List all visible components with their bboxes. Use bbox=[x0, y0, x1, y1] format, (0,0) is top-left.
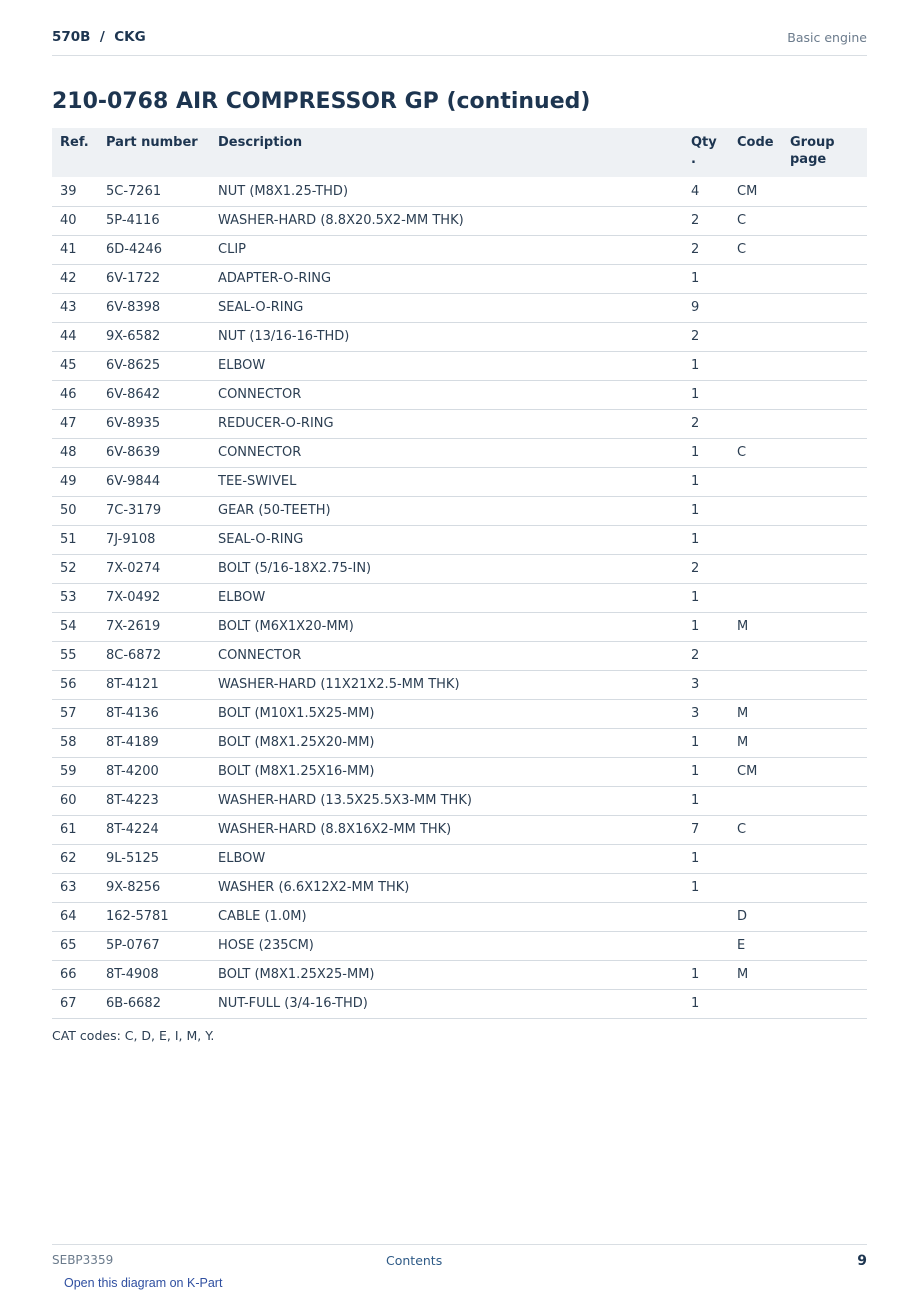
cell-part-number: 6V-8398 bbox=[106, 293, 218, 322]
cell-qty: 1 bbox=[691, 757, 737, 786]
table-row bbox=[52, 931, 867, 960]
cell-code: M bbox=[737, 612, 790, 641]
cell-qty: 1 bbox=[691, 496, 737, 525]
col-header-description: Description bbox=[218, 128, 691, 177]
cell-description: CONNECTOR bbox=[218, 438, 691, 467]
cell-qty: 3 bbox=[691, 670, 737, 699]
page-footer bbox=[52, 1244, 867, 1274]
cell-code bbox=[737, 293, 790, 322]
table-row bbox=[52, 177, 867, 206]
cell-qty: 1 bbox=[691, 351, 737, 380]
cell-description: WASHER-HARD (13.5X25.5X3-MM THK) bbox=[218, 786, 691, 815]
cell-part-number: 8C-6872 bbox=[106, 641, 218, 670]
cell-description: BOLT (M8X1.25X20-MM) bbox=[218, 728, 691, 757]
table-row bbox=[52, 496, 867, 525]
cell-description: ELBOW bbox=[218, 583, 691, 612]
cell-ref: 64 bbox=[52, 902, 106, 931]
cell-description: WASHER-HARD (11X21X2.5-MM THK) bbox=[218, 670, 691, 699]
cell-part-number: 5P-4116 bbox=[106, 206, 218, 235]
cell-qty: 1 bbox=[691, 467, 737, 496]
cell-part-number: 6B-6682 bbox=[106, 989, 218, 1018]
table-row bbox=[52, 786, 867, 815]
cell-qty: 1 bbox=[691, 989, 737, 1018]
table-row bbox=[52, 380, 867, 409]
cell-qty: 2 bbox=[691, 235, 737, 264]
cell-group-page bbox=[790, 293, 867, 322]
cell-description: CONNECTOR bbox=[218, 380, 691, 409]
cell-group-page bbox=[790, 525, 867, 554]
cell-ref: 44 bbox=[52, 322, 106, 351]
cell-part-number: 7X-0492 bbox=[106, 583, 218, 612]
cell-qty: 4 bbox=[691, 177, 737, 206]
section-label: Basic engine bbox=[787, 30, 867, 45]
title-main: 210-0768 AIR COMPRESSOR GP bbox=[52, 89, 439, 114]
cell-ref: 51 bbox=[52, 525, 106, 554]
cell-qty: 1 bbox=[691, 380, 737, 409]
cell-ref: 42 bbox=[52, 264, 106, 293]
col-header-ref: Ref. bbox=[52, 128, 106, 177]
cell-group-page bbox=[790, 612, 867, 641]
table-row bbox=[52, 264, 867, 293]
cell-description: NUT (13/16-16-THD) bbox=[218, 322, 691, 351]
cell-group-page bbox=[790, 322, 867, 351]
cell-code bbox=[737, 467, 790, 496]
parts-table bbox=[52, 128, 867, 1019]
cell-part-number: 6V-8935 bbox=[106, 409, 218, 438]
cell-qty: 1 bbox=[691, 583, 737, 612]
breadcrumb: 570B / CKG bbox=[52, 29, 146, 45]
page-number: 9 bbox=[857, 1253, 867, 1269]
cell-part-number: 7C-3179 bbox=[106, 496, 218, 525]
cell-group-page bbox=[790, 931, 867, 960]
cell-code bbox=[737, 322, 790, 351]
page-title bbox=[52, 89, 590, 114]
cell-description: SEAL-O-RING bbox=[218, 293, 691, 322]
cell-part-number: 6V-8642 bbox=[106, 380, 218, 409]
cell-qty: 2 bbox=[691, 322, 737, 351]
cell-description: HOSE (235CM) bbox=[218, 931, 691, 960]
table-row bbox=[52, 989, 867, 1018]
contents-link[interactable]: Contents bbox=[386, 1253, 443, 1268]
cell-code bbox=[737, 380, 790, 409]
cell-part-number: 9X-6582 bbox=[106, 322, 218, 351]
cell-part-number: 9L-5125 bbox=[106, 844, 218, 873]
cell-ref: 40 bbox=[52, 206, 106, 235]
cell-description: WASHER-HARD (8.8X20.5X2-MM THK) bbox=[218, 206, 691, 235]
cell-code bbox=[737, 641, 790, 670]
col-header-part-number: Part number bbox=[106, 128, 218, 177]
table-row bbox=[52, 670, 867, 699]
cell-part-number: 5P-0767 bbox=[106, 931, 218, 960]
cell-ref: 65 bbox=[52, 931, 106, 960]
table-row bbox=[52, 583, 867, 612]
cell-ref: 67 bbox=[52, 989, 106, 1018]
cell-ref: 39 bbox=[52, 177, 106, 206]
cell-ref: 62 bbox=[52, 844, 106, 873]
cell-description: WASHER (6.6X12X2-MM THK) bbox=[218, 873, 691, 902]
cell-ref: 61 bbox=[52, 815, 106, 844]
cell-code bbox=[737, 409, 790, 438]
cell-description: BOLT (M10X1.5X25-MM) bbox=[218, 699, 691, 728]
cell-group-page bbox=[790, 786, 867, 815]
cell-qty: 1 bbox=[691, 264, 737, 293]
cell-code bbox=[737, 525, 790, 554]
cell-group-page bbox=[790, 206, 867, 235]
cell-qty: 2 bbox=[691, 409, 737, 438]
cell-description: CABLE (1.0M) bbox=[218, 902, 691, 931]
col-header-group-page: Group page bbox=[790, 128, 867, 177]
table-row bbox=[52, 206, 867, 235]
cell-qty bbox=[691, 931, 737, 960]
cat-codes-note: CAT codes: C, D, E, I, M, Y. bbox=[52, 1028, 215, 1043]
cell-code bbox=[737, 264, 790, 293]
table-row bbox=[52, 467, 867, 496]
cell-code: C bbox=[737, 438, 790, 467]
table-row bbox=[52, 902, 867, 931]
cell-group-page bbox=[790, 844, 867, 873]
cell-part-number: 8T-4121 bbox=[106, 670, 218, 699]
cell-part-number: 7J-9108 bbox=[106, 525, 218, 554]
cell-code bbox=[737, 670, 790, 699]
table-row bbox=[52, 844, 867, 873]
cell-part-number: 8T-4908 bbox=[106, 960, 218, 989]
cell-ref: 47 bbox=[52, 409, 106, 438]
cell-code: C bbox=[737, 815, 790, 844]
cell-qty: 1 bbox=[691, 960, 737, 989]
page-header bbox=[52, 28, 867, 56]
table-row bbox=[52, 815, 867, 844]
cell-part-number: 8T-4189 bbox=[106, 728, 218, 757]
cell-group-page bbox=[790, 409, 867, 438]
col-header-code: Code bbox=[737, 128, 790, 177]
cell-group-page bbox=[790, 351, 867, 380]
parts-table-body bbox=[52, 177, 867, 1018]
cell-description: CONNECTOR bbox=[218, 641, 691, 670]
cell-group-page bbox=[790, 815, 867, 844]
cell-qty: 9 bbox=[691, 293, 737, 322]
cell-part-number: 7X-2619 bbox=[106, 612, 218, 641]
cell-part-number: 5C-7261 bbox=[106, 177, 218, 206]
cell-ref: 41 bbox=[52, 235, 106, 264]
cell-group-page bbox=[790, 235, 867, 264]
cell-group-page bbox=[790, 583, 867, 612]
table-row bbox=[52, 757, 867, 786]
cell-group-page bbox=[790, 496, 867, 525]
table-row bbox=[52, 293, 867, 322]
cell-description: BOLT (5/16-18X2.75-IN) bbox=[218, 554, 691, 583]
cell-group-page bbox=[790, 264, 867, 293]
table-row bbox=[52, 612, 867, 641]
cell-code: M bbox=[737, 728, 790, 757]
cell-ref: 58 bbox=[52, 728, 106, 757]
table-row bbox=[52, 322, 867, 351]
col-header-qty: Qty . bbox=[691, 128, 737, 177]
cell-code: C bbox=[737, 235, 790, 264]
cell-group-page bbox=[790, 641, 867, 670]
cell-code bbox=[737, 989, 790, 1018]
cell-ref: 63 bbox=[52, 873, 106, 902]
table-row bbox=[52, 699, 867, 728]
table-row bbox=[52, 525, 867, 554]
cell-ref: 43 bbox=[52, 293, 106, 322]
table-row bbox=[52, 873, 867, 902]
cell-description: NUT-FULL (3/4-16-THD) bbox=[218, 989, 691, 1018]
cell-description: ADAPTER-O-RING bbox=[218, 264, 691, 293]
table-row bbox=[52, 554, 867, 583]
cell-code: CM bbox=[737, 177, 790, 206]
table-row bbox=[52, 960, 867, 989]
cell-description: ELBOW bbox=[218, 351, 691, 380]
cell-description: TEE-SWIVEL bbox=[218, 467, 691, 496]
cell-qty: 7 bbox=[691, 815, 737, 844]
cell-qty: 1 bbox=[691, 844, 737, 873]
cell-description: SEAL-O-RING bbox=[218, 525, 691, 554]
cell-group-page bbox=[790, 989, 867, 1018]
table-row bbox=[52, 728, 867, 757]
cell-ref: 53 bbox=[52, 583, 106, 612]
cell-ref: 45 bbox=[52, 351, 106, 380]
cell-qty: 2 bbox=[691, 206, 737, 235]
cell-ref: 54 bbox=[52, 612, 106, 641]
cell-code bbox=[737, 496, 790, 525]
cell-group-page bbox=[790, 728, 867, 757]
cell-code bbox=[737, 844, 790, 873]
cell-group-page bbox=[790, 670, 867, 699]
cell-description: BOLT (M6X1X20-MM) bbox=[218, 612, 691, 641]
table-row bbox=[52, 641, 867, 670]
cell-qty: 1 bbox=[691, 873, 737, 902]
cell-group-page bbox=[790, 467, 867, 496]
cell-description: NUT (M8X1.25-THD) bbox=[218, 177, 691, 206]
cell-part-number: 6D-4246 bbox=[106, 235, 218, 264]
cell-code bbox=[737, 873, 790, 902]
cell-group-page bbox=[790, 554, 867, 583]
title-suffix: (continued) bbox=[438, 89, 591, 114]
cell-part-number: 6V-1722 bbox=[106, 264, 218, 293]
cell-code: E bbox=[737, 931, 790, 960]
cell-qty: 1 bbox=[691, 728, 737, 757]
cell-part-number: 6V-8639 bbox=[106, 438, 218, 467]
cell-part-number: 6V-8625 bbox=[106, 351, 218, 380]
cell-qty: 1 bbox=[691, 786, 737, 815]
cell-ref: 46 bbox=[52, 380, 106, 409]
cell-part-number: 9X-8256 bbox=[106, 873, 218, 902]
cell-qty: 1 bbox=[691, 525, 737, 554]
cell-group-page bbox=[790, 960, 867, 989]
cell-description: BOLT (M8X1.25X16-MM) bbox=[218, 757, 691, 786]
cell-qty bbox=[691, 902, 737, 931]
cell-ref: 49 bbox=[52, 467, 106, 496]
cell-group-page bbox=[790, 902, 867, 931]
cell-ref: 60 bbox=[52, 786, 106, 815]
cell-group-page bbox=[790, 873, 867, 902]
cell-code bbox=[737, 786, 790, 815]
cell-code: D bbox=[737, 902, 790, 931]
cell-group-page bbox=[790, 757, 867, 786]
table-row bbox=[52, 409, 867, 438]
cell-part-number: 162-5781 bbox=[106, 902, 218, 931]
cell-description: WASHER-HARD (8.8X16X2-MM THK) bbox=[218, 815, 691, 844]
cell-ref: 56 bbox=[52, 670, 106, 699]
cell-ref: 52 bbox=[52, 554, 106, 583]
cell-qty: 1 bbox=[691, 438, 737, 467]
table-row bbox=[52, 351, 867, 380]
cell-description: GEAR (50-TEETH) bbox=[218, 496, 691, 525]
cell-ref: 48 bbox=[52, 438, 106, 467]
cell-qty: 3 bbox=[691, 699, 737, 728]
cell-part-number: 7X-0274 bbox=[106, 554, 218, 583]
cell-ref: 66 bbox=[52, 960, 106, 989]
cell-ref: 59 bbox=[52, 757, 106, 786]
cell-part-number: 8T-4223 bbox=[106, 786, 218, 815]
cell-part-number: 6V-9844 bbox=[106, 467, 218, 496]
cell-group-page bbox=[790, 699, 867, 728]
cell-code: M bbox=[737, 960, 790, 989]
cell-code: M bbox=[737, 699, 790, 728]
cell-code: CM bbox=[737, 757, 790, 786]
cell-part-number: 8T-4200 bbox=[106, 757, 218, 786]
cell-qty: 2 bbox=[691, 554, 737, 583]
table-header-row bbox=[52, 128, 867, 177]
cell-code: C bbox=[737, 206, 790, 235]
open-kpart-link[interactable]: Open this diagram on K-Part bbox=[64, 1276, 223, 1290]
cell-qty: 1 bbox=[691, 612, 737, 641]
cell-code bbox=[737, 583, 790, 612]
cell-group-page bbox=[790, 438, 867, 467]
cell-group-page bbox=[790, 177, 867, 206]
cell-code bbox=[737, 554, 790, 583]
cell-code bbox=[737, 351, 790, 380]
cell-description: ELBOW bbox=[218, 844, 691, 873]
table-row bbox=[52, 235, 867, 264]
cell-description: REDUCER-O-RING bbox=[218, 409, 691, 438]
cell-part-number: 8T-4136 bbox=[106, 699, 218, 728]
document-number: SEBP3359 bbox=[52, 1253, 114, 1267]
cell-group-page bbox=[790, 380, 867, 409]
cell-ref: 55 bbox=[52, 641, 106, 670]
cell-part-number: 8T-4224 bbox=[106, 815, 218, 844]
cell-ref: 50 bbox=[52, 496, 106, 525]
cell-description: CLIP bbox=[218, 235, 691, 264]
cell-description: BOLT (M8X1.25X25-MM) bbox=[218, 960, 691, 989]
table-row bbox=[52, 438, 867, 467]
cell-ref: 57 bbox=[52, 699, 106, 728]
cell-qty: 2 bbox=[691, 641, 737, 670]
